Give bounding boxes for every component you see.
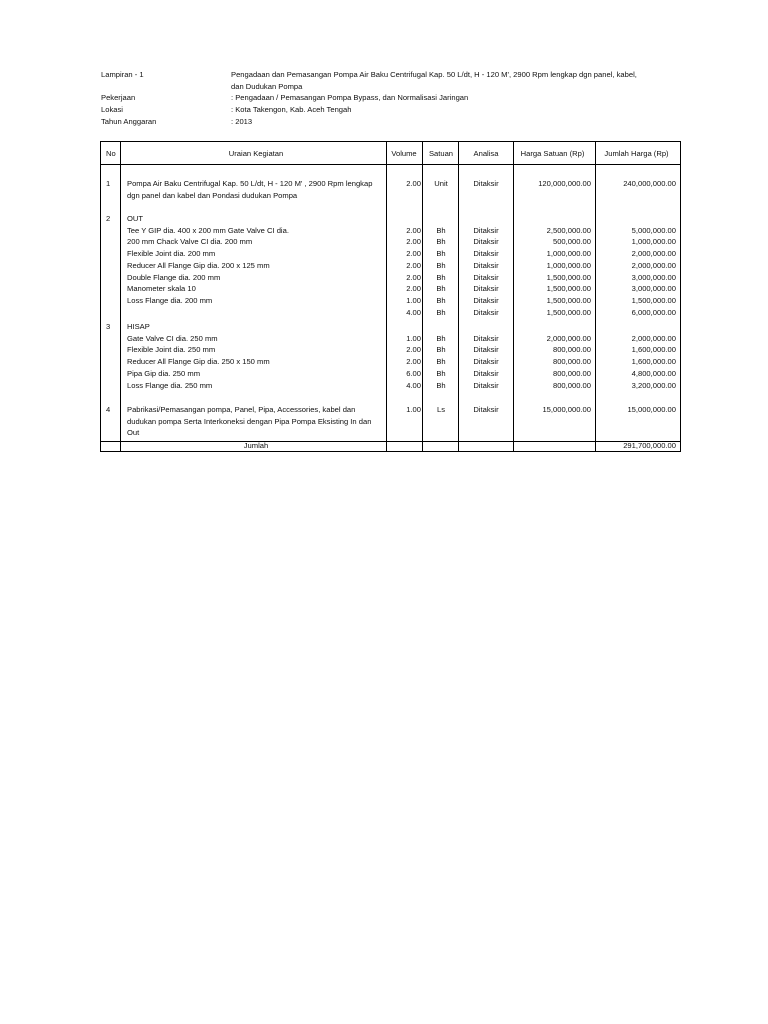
item-harga-satuan: 800,000.00 bbox=[552, 380, 591, 390]
lampiran-label: Lampiran - 1 bbox=[101, 70, 144, 79]
item-description: Tee Y GIP dia. 400 x 200 mm Gate Valve CI dia. bbox=[127, 225, 289, 235]
item-description: 200 mm Chack Valve CI dia. 200 mm bbox=[127, 237, 253, 247]
col-header-no: No bbox=[106, 149, 116, 158]
item-analisa: Ditaksir bbox=[473, 345, 499, 355]
item-jumlah-harga: 1,000,000.00 bbox=[631, 237, 676, 247]
item-analisa: Ditaksir bbox=[473, 380, 499, 390]
item-volume: 2.00 bbox=[406, 284, 421, 294]
item-jumlah-harga: 2,000,000.00 bbox=[631, 260, 676, 270]
item-volume: 4.00 bbox=[406, 307, 421, 317]
item-harga-satuan: 500,000.00 bbox=[552, 237, 591, 247]
item-analisa: Ditaksir bbox=[473, 284, 499, 294]
item-jumlah-harga: 3,000,000.00 bbox=[631, 272, 676, 282]
item-harga-satuan: 1,500,000.00 bbox=[546, 272, 591, 282]
col-header-volume: Volume bbox=[391, 149, 417, 158]
item-description: Pabrikasi/Pemasangan pompa, Panel, Pipa, Accessories, kabel dan dudukan pompa Serta Interkoneksi dengan Pipa Pompa Eksisting In dan Out bbox=[127, 405, 372, 438]
item-harga-satuan: 1,500,000.00 bbox=[546, 307, 591, 317]
item-satuan: Bh bbox=[436, 249, 446, 259]
item-analisa: Ditaksir bbox=[473, 405, 499, 414]
item-harga-satuan: 1,500,000.00 bbox=[546, 295, 591, 305]
lokasi-label: Lokasi bbox=[101, 105, 123, 115]
item-jumlah-harga: 1,500,000.00 bbox=[631, 295, 676, 305]
item-satuan: Unit bbox=[434, 179, 448, 188]
item-analisa: Ditaksir bbox=[473, 249, 499, 259]
item-volume: 2.00 bbox=[406, 260, 421, 270]
item-volume: 2.00 bbox=[406, 249, 421, 259]
row-number: 3 bbox=[106, 322, 111, 331]
item-analisa: Ditaksir bbox=[473, 179, 499, 188]
item-analisa: Ditaksir bbox=[473, 333, 499, 343]
item-description: Double Flange dia. 200 mm bbox=[127, 272, 221, 282]
total-label: Jumlah bbox=[243, 441, 269, 450]
tahun-label: Tahun Anggaran bbox=[101, 116, 157, 126]
item-jumlah-harga: 6,000,000.00 bbox=[631, 307, 676, 317]
col-header-satuan: Satuan bbox=[428, 149, 454, 158]
header-divider bbox=[101, 164, 680, 165]
lampiran-value-line2: dan Dudukan Pompa bbox=[231, 81, 303, 91]
item-description: Gate Valve CI dia. 250 mm bbox=[127, 333, 218, 343]
item-satuan: Bh bbox=[436, 333, 446, 343]
pekerjaan-label: Pekerjaan bbox=[101, 93, 136, 103]
lampiran-row bbox=[101, 69, 701, 92]
item-satuan: Bh bbox=[436, 357, 446, 367]
item-jumlah-harga: 3,200,000.00 bbox=[631, 380, 676, 390]
lokasi-value: : Kota Takengon, Kab. Aceh Tengah bbox=[231, 105, 352, 115]
item-jumlah-harga: 240,000,000.00 bbox=[623, 179, 676, 188]
lokasi-row bbox=[101, 104, 701, 116]
col-header-uraian: Uraian Kegiatan bbox=[228, 149, 284, 158]
total-value: 291,700,000.00 bbox=[623, 441, 676, 450]
col-header-harga-satuan: Harga Satuan (Rp) bbox=[520, 149, 585, 158]
item-satuan: Ls bbox=[436, 405, 446, 414]
item-satuan: Bh bbox=[436, 272, 446, 282]
tahun-row bbox=[101, 116, 701, 128]
item-volume: 1.00 bbox=[406, 333, 421, 343]
item-analisa: Ditaksir bbox=[473, 260, 499, 270]
item-jumlah-harga: 15,000,000.00 bbox=[627, 405, 676, 414]
item-description: Flexible Joint dia. 200 mm bbox=[127, 249, 216, 259]
item-jumlah-harga: 1,600,000.00 bbox=[631, 357, 676, 367]
item-jumlah-harga: 1,600,000.00 bbox=[631, 345, 676, 355]
item-satuan: Bh bbox=[436, 345, 446, 355]
item-description: Loss Flange dia. 250 mm bbox=[127, 380, 213, 390]
grid-line bbox=[595, 142, 596, 451]
item-harga-satuan: 800,000.00 bbox=[552, 368, 591, 378]
col-header-jumlah-harga: Jumlah Harga (Rp) bbox=[604, 149, 669, 158]
item-description: Loss Flange dia. 200 mm bbox=[127, 295, 213, 305]
item-harga-satuan: 2,500,000.00 bbox=[546, 225, 591, 235]
item-volume: 6.00 bbox=[406, 368, 421, 378]
item-description: Reducer All Flange Gip dia. 250 x 150 mm bbox=[127, 357, 270, 367]
item-volume: 1.00 bbox=[406, 405, 421, 414]
item-satuan: Bh bbox=[436, 260, 446, 270]
lampiran-value-line1: Pengadaan dan Pemasangan Pompa Air Baku Centrifugal Kap. 50 L/dt, H - 120 M', 2900 Rpm lengkap dgn panel, kabel, bbox=[231, 70, 637, 79]
item-satuan: Bh bbox=[436, 225, 446, 235]
item-jumlah-harga: 3,000,000.00 bbox=[631, 284, 676, 294]
item-satuan: Bh bbox=[436, 295, 446, 305]
section-title: OUT bbox=[127, 214, 144, 223]
item-analisa: Ditaksir bbox=[473, 368, 499, 378]
item-satuan: Bh bbox=[436, 284, 446, 294]
item-satuan: Bh bbox=[436, 237, 446, 247]
item-volume: 2.00 bbox=[406, 225, 421, 235]
item-analisa: Ditaksir bbox=[473, 357, 499, 367]
item-harga-satuan: 120,000,000.00 bbox=[538, 179, 591, 188]
item-harga-satuan: 1,500,000.00 bbox=[546, 284, 591, 294]
item-volume: 4.00 bbox=[406, 380, 421, 390]
item-harga-satuan: 2,000,000.00 bbox=[546, 333, 591, 343]
col-header-analisa: Analisa bbox=[473, 149, 499, 158]
pekerjaan-row bbox=[101, 92, 701, 104]
item-harga-satuan: 800,000.00 bbox=[552, 357, 591, 367]
item-harga-satuan: 800,000.00 bbox=[552, 345, 591, 355]
item-description: Pompa Air Baku Centrifugal Kap. 50 L/dt, H - 120 M' , 2900 Rpm lengkap dgn panel dan kabel dan Pondasi dudukan Pompa bbox=[127, 179, 373, 200]
item-harga-satuan: 1,000,000.00 bbox=[546, 260, 591, 270]
item-description: Pipa Gip dia. 250 mm bbox=[127, 368, 201, 378]
tahun-value: : 2013 bbox=[231, 116, 253, 126]
grid-line bbox=[120, 142, 121, 451]
item-jumlah-harga: 4,800,000.00 bbox=[631, 368, 676, 378]
item-volume: 2.00 bbox=[406, 237, 421, 247]
item-satuan: Bh bbox=[436, 307, 446, 317]
item-jumlah-harga: 5,000,000.00 bbox=[631, 225, 676, 235]
item-harga-satuan: 1,000,000.00 bbox=[546, 249, 591, 259]
row-number: 2 bbox=[106, 214, 111, 223]
item-analisa: Ditaksir bbox=[473, 225, 499, 235]
item-volume: 2.00 bbox=[406, 357, 421, 367]
item-volume: 2.00 bbox=[406, 179, 421, 188]
item-volume: 1.00 bbox=[406, 295, 421, 305]
item-description: Reducer All Flange Gip dia. 200 x 125 mm bbox=[127, 260, 270, 270]
item-jumlah-harga: 2,000,000.00 bbox=[631, 249, 676, 259]
item-jumlah-harga: 2,000,000.00 bbox=[631, 333, 676, 343]
item-volume: 2.00 bbox=[406, 272, 421, 282]
cost-table bbox=[100, 141, 681, 452]
item-analisa: Ditaksir bbox=[473, 307, 499, 317]
item-description: Manometer skala 10 bbox=[127, 284, 196, 294]
item-description: Flexible Joint dia. 250 mm bbox=[127, 345, 216, 355]
pekerjaan-value: : Pengadaan / Pemasangan Pompa Bypass, dan Normalisasi Jaringan bbox=[231, 93, 469, 103]
row-number: 4 bbox=[106, 405, 111, 414]
item-volume: 2.00 bbox=[406, 345, 421, 355]
item-analisa: Ditaksir bbox=[473, 295, 499, 305]
item-satuan: Bh bbox=[436, 368, 446, 378]
item-analisa: Ditaksir bbox=[473, 272, 499, 282]
section-title: HISAP bbox=[127, 322, 150, 331]
item-analisa: Ditaksir bbox=[473, 237, 499, 247]
document-header bbox=[101, 69, 701, 128]
item-satuan: Bh bbox=[436, 380, 446, 390]
row-number: 1 bbox=[106, 179, 111, 188]
item-harga-satuan: 15,000,000.00 bbox=[542, 405, 591, 414]
